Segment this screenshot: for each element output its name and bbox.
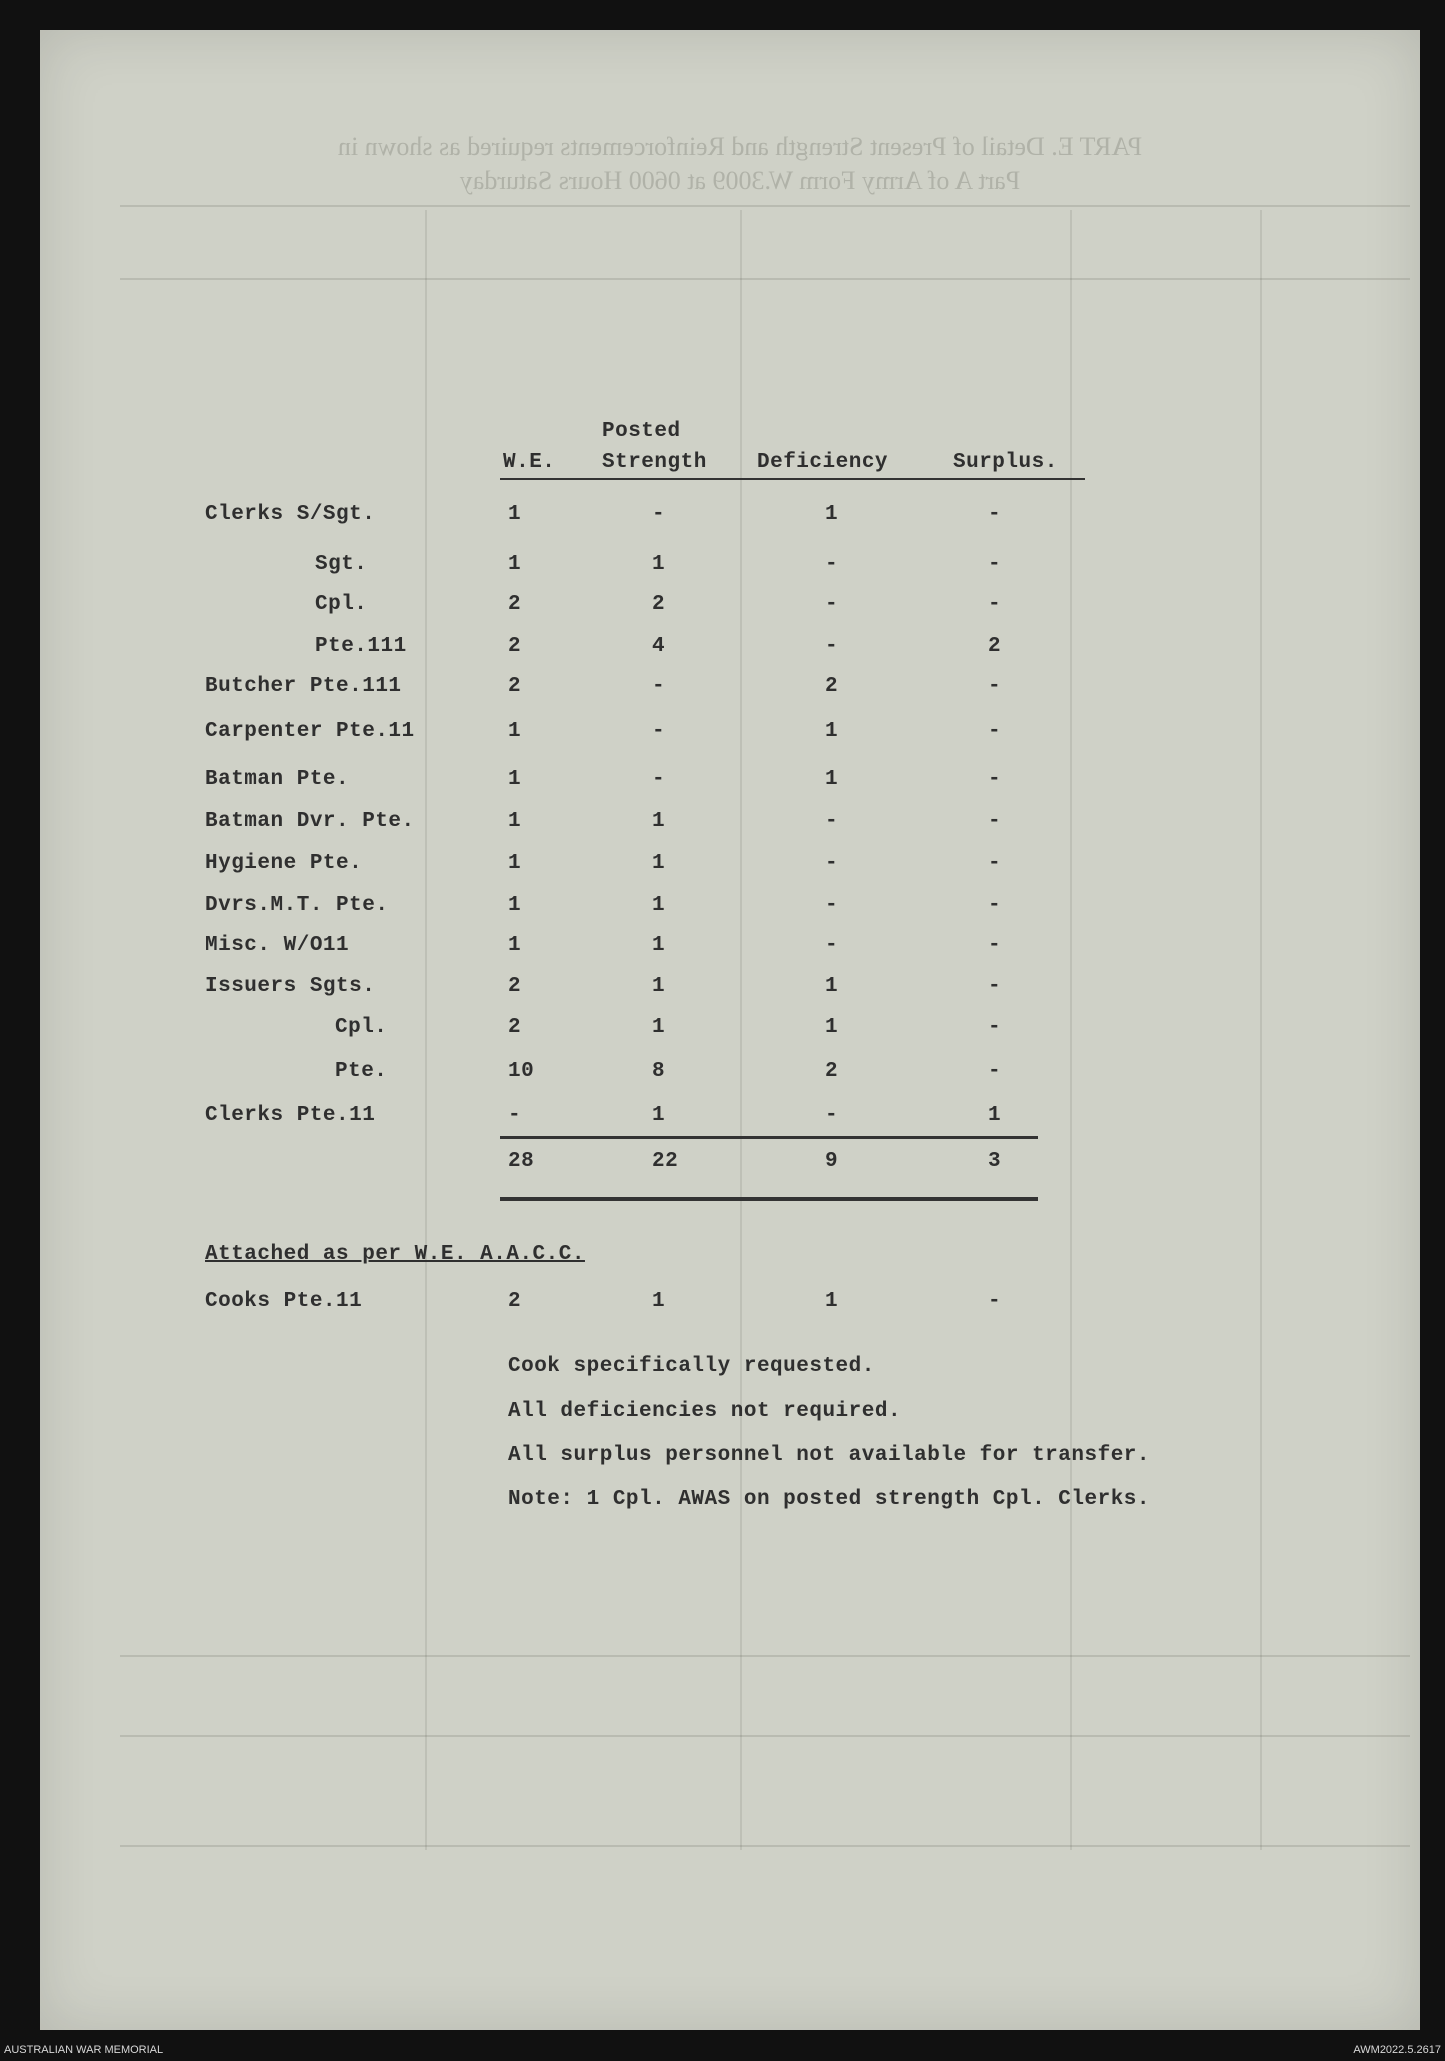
deficiency-header: Deficiency <box>757 451 889 474</box>
row-we: 10 <box>508 1060 535 1083</box>
row-we: 1 <box>508 894 522 917</box>
row-label: Cpl. <box>335 1016 388 1039</box>
posted-header: Posted <box>602 420 681 443</box>
row-we: 2 <box>508 675 522 698</box>
row-deficiency: - <box>825 553 839 576</box>
row-we: 1 <box>508 503 522 526</box>
row-surplus: - <box>988 975 1002 998</box>
faded-heading-line1: PART E. Detail of Present Strength and Reinforcements required as shown in <box>337 132 1143 161</box>
row-we: 1 <box>508 720 522 743</box>
totals-double-rule <box>500 1197 1038 1201</box>
row-deficiency: - <box>825 1104 839 1127</box>
note-line: All deficiencies not required. <box>508 1400 902 1423</box>
faded-heading-line2: Part A of Army Form W.3009 at 0600 Hours Saturday <box>459 166 1021 195</box>
row-posted: 1 <box>652 894 666 917</box>
row-label: Sgt. <box>315 553 368 576</box>
row-deficiency: 1 <box>825 975 839 998</box>
row-posted: 1 <box>652 1016 666 1039</box>
row-deficiency: - <box>825 934 839 957</box>
row-we: 2 <box>508 593 522 616</box>
row-label: Clerks Pte.11 <box>205 1104 376 1127</box>
attached-row-surplus: - <box>988 1290 1002 1313</box>
row-surplus: - <box>988 593 1002 616</box>
row-label: Pte.111 <box>315 635 407 658</box>
row-surplus: - <box>988 503 1002 526</box>
footer-left: AUSTRALIAN WAR MEMORIAL <box>4 2044 164 2056</box>
attached-heading: Attached as per W.E. A.A.C.C. <box>205 1243 585 1266</box>
total-deficiency: 9 <box>825 1150 839 1173</box>
row-surplus: - <box>988 894 1002 917</box>
row-we: 1 <box>508 852 522 875</box>
row-label: Carpenter Pte.11 <box>205 720 415 743</box>
footer-right: AWM2022.5.2617 <box>1353 2044 1441 2056</box>
row-label: Butcher Pte.111 <box>205 675 402 698</box>
row-we: 2 <box>508 1016 522 1039</box>
total-surplus: 3 <box>988 1150 1002 1173</box>
row-surplus: - <box>988 810 1002 833</box>
header-underline <box>500 478 1085 480</box>
row-surplus: - <box>988 720 1002 743</box>
row-deficiency: - <box>825 593 839 616</box>
note-line: Cook specifically requested. <box>508 1355 875 1378</box>
row-posted: 1 <box>652 810 666 833</box>
row-deficiency: - <box>825 810 839 833</box>
strength-header: Strength <box>602 451 707 474</box>
row-surplus: - <box>988 1016 1002 1039</box>
row-label: Dvrs.M.T. Pte. <box>205 894 389 917</box>
row-deficiency: 1 <box>825 503 839 526</box>
row-posted: - <box>652 675 666 698</box>
row-surplus: - <box>988 768 1002 791</box>
row-deficiency: 1 <box>825 1016 839 1039</box>
row-posted: - <box>652 720 666 743</box>
row-deficiency: 2 <box>825 1060 839 1083</box>
row-posted: - <box>652 503 666 526</box>
row-we: 1 <box>508 934 522 957</box>
note-line: All surplus personnel not available for transfer. <box>508 1444 1151 1467</box>
totals-rule <box>500 1136 1038 1139</box>
row-surplus: 1 <box>988 1104 1002 1127</box>
row-deficiency: - <box>825 852 839 875</box>
row-posted: 1 <box>652 975 666 998</box>
row-posted: - <box>652 768 666 791</box>
row-surplus: - <box>988 675 1002 698</box>
row-posted: 1 <box>652 934 666 957</box>
row-posted: 1 <box>652 553 666 576</box>
row-posted: 8 <box>652 1060 666 1083</box>
note-line: Note: 1 Cpl. AWAS on posted strength Cpl. Clerks. <box>508 1488 1151 1511</box>
row-deficiency: 1 <box>825 768 839 791</box>
attached-row-label: Cooks Pte.11 <box>205 1290 363 1313</box>
we-header: W.E. <box>503 451 556 474</box>
total-posted: 22 <box>652 1150 679 1173</box>
row-we: - <box>508 1104 522 1127</box>
row-posted: 1 <box>652 1104 666 1127</box>
row-posted: 1 <box>652 852 666 875</box>
attached-row-we: 2 <box>508 1290 522 1313</box>
row-label: Batman Dvr. Pte. <box>205 810 415 833</box>
surplus-header: Surplus. <box>953 451 1058 474</box>
row-label: Misc. W/O11 <box>205 934 350 957</box>
attached-row-posted: 1 <box>652 1290 666 1313</box>
row-we: 1 <box>508 768 522 791</box>
row-label: Pte. <box>335 1060 388 1083</box>
row-label: Issuers Sgts. <box>205 975 376 998</box>
row-label: Batman Pte. <box>205 768 350 791</box>
row-we: 1 <box>508 553 522 576</box>
row-surplus: - <box>988 553 1002 576</box>
row-surplus: - <box>988 1060 1002 1083</box>
row-deficiency: - <box>825 894 839 917</box>
row-we: 2 <box>508 635 522 658</box>
row-surplus: - <box>988 852 1002 875</box>
row-surplus: - <box>988 934 1002 957</box>
attached-row-deficiency: 1 <box>825 1290 839 1313</box>
document-page <box>40 30 1420 2030</box>
row-we: 2 <box>508 975 522 998</box>
row-label: Cpl. <box>315 593 368 616</box>
faded-heading <box>120 130 1360 198</box>
row-deficiency: 1 <box>825 720 839 743</box>
row-posted: 2 <box>652 593 666 616</box>
row-deficiency: 2 <box>825 675 839 698</box>
row-label: Clerks S/Sgt. <box>205 503 376 526</box>
row-deficiency: - <box>825 635 839 658</box>
row-label: Hygiene Pte. <box>205 852 363 875</box>
row-we: 1 <box>508 810 522 833</box>
total-we: 28 <box>508 1150 535 1173</box>
row-posted: 4 <box>652 635 666 658</box>
row-surplus: 2 <box>988 635 1002 658</box>
